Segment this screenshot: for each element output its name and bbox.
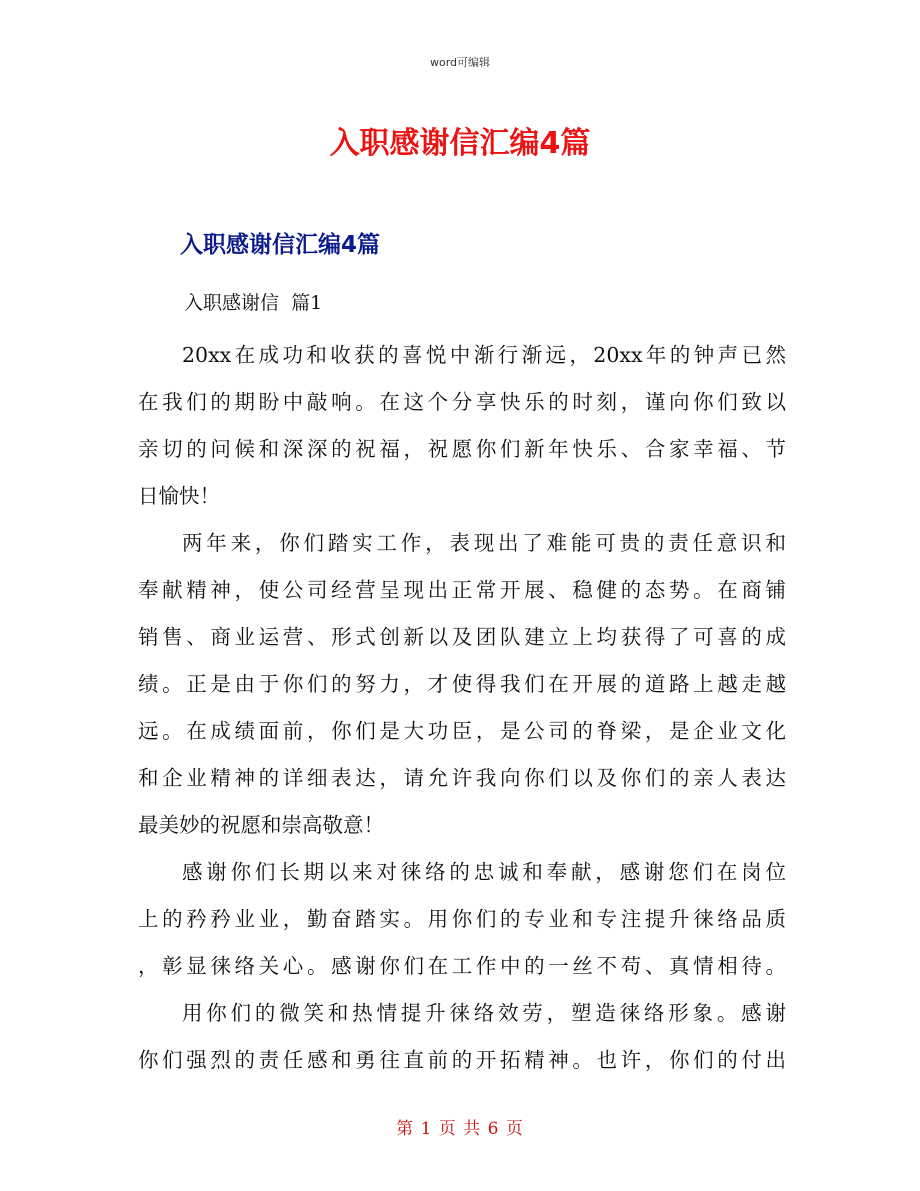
document-body	[138, 332, 786, 1084]
paragraph-4	[138, 990, 786, 1084]
paragraph-2	[138, 520, 786, 849]
header-note: word可编辑	[429, 56, 491, 69]
text-line: 在我们的期盼中敲响。在这个分享快乐的时刻，谨向你们致以	[138, 390, 786, 414]
text-line: 你们强烈的责任感和勇往直前的开拓精神。也许，你们的付出	[138, 1048, 786, 1072]
text-line: 日愉快！	[138, 484, 220, 508]
paragraph-1	[138, 332, 786, 520]
text-line: 远。在成绩面前，你们是大功臣，是公司的脊梁，是企业文化	[138, 719, 786, 743]
text-line: 亲切的问候和深深的祝福，祝愿你们新年快乐、合家幸福、节	[138, 437, 786, 461]
text-line: 最美妙的祝愿和崇高敬意！	[138, 813, 384, 837]
text-line: 奉献精神，使公司经营呈现出正常开展、稳健的态势。在商铺	[138, 578, 786, 602]
text-line: 用你们的微笑和热情提升徕络效劳，塑造徕络形象。感谢	[182, 1001, 786, 1025]
text-line: 上的矜矜业业，勤奋踏实。用你们的专业和专注提升徕络品质	[138, 907, 786, 931]
paragraph-3	[138, 849, 786, 990]
text-line: 和企业精神的详细表达，请允许我向你们以及你们的亲人表达	[138, 766, 786, 790]
page-indicator: 第 1 页 共 6 页	[396, 1119, 524, 1139]
text-line: 销售、商业运营、形式创新以及团队建立上均获得了可喜的成	[138, 625, 786, 649]
text-line: 感谢你们长期以来对徕络的忠诚和奉献，感谢您们在岗位	[182, 860, 786, 884]
text-line: 20xx在成功和收获的喜悦中渐行渐远，20xx年的钟声已然	[182, 343, 786, 367]
section-label: 入职感谢信 篇1	[184, 292, 323, 314]
text-line: 两年来，你们踏实工作，表现出了难能可贵的责任意识和	[182, 531, 786, 555]
text-line: ，彰显徕络关心。感谢你们在工作中的一丝不苟、真情相待。	[138, 954, 786, 978]
document-subtitle: 入职感谢信汇编4篇	[180, 232, 381, 258]
document-title: 入职感谢信汇编4篇	[329, 126, 591, 161]
text-line: 绩。正是由于你们的努力，才使得我们在开展的道路上越走越	[138, 672, 786, 696]
